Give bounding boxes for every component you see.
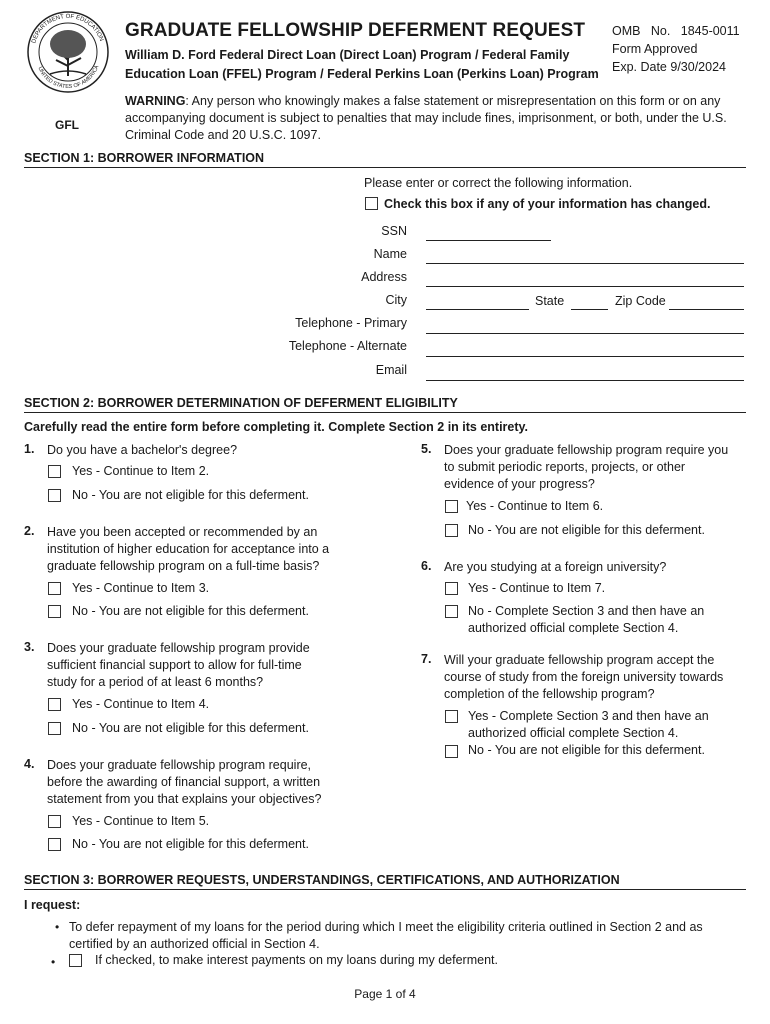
department-seal-icon — [26, 10, 110, 94]
warning-text: : Any person who knowingly makes a false statement or misrepresentation on this form or on any accompanying document is subject to penalties that may include fines, imprisonment, or both, under the U.S. Criminal Code and 20 U.S.C. 1097. — [125, 94, 727, 142]
city-field[interactable] — [426, 309, 529, 310]
zip-label: Zip Code — [615, 294, 666, 308]
q4-line-1: Does your graduate fellowship program require, — [47, 758, 312, 772]
q3-yes-label: Yes - Continue to Item 4. — [72, 697, 210, 711]
q6-number: 6. — [421, 559, 432, 573]
q7-yes-line-2: authorized official complete Section 4. — [468, 726, 679, 740]
state-field[interactable] — [571, 309, 608, 310]
q7-yes-checkbox[interactable] — [445, 710, 458, 723]
q6-no-line-2: authorized official complete Section 4. — [468, 621, 679, 635]
q5-line-2: to submit periodic reports, projects, or other — [444, 460, 686, 474]
q3-number: 3. — [24, 640, 35, 654]
q5-text — [444, 442, 728, 493]
q2-yes-label: Yes - Continue to Item 3. — [72, 581, 210, 595]
form-approved: Form Approved — [612, 42, 698, 56]
page-number: Page 1 of 4 — [354, 987, 416, 1001]
q1-number: 1. — [24, 442, 35, 456]
q3-text — [47, 640, 310, 691]
request-item-1-line-2: certified by an authorized official in Section 4. — [69, 937, 320, 951]
ssn-label: SSN — [381, 224, 407, 238]
bullet-2: • — [51, 955, 56, 969]
address-label: Address — [361, 270, 407, 284]
form-code: GFL — [55, 118, 79, 132]
q4-text — [47, 757, 321, 808]
q7-line-2: course of study from the foreign university towards — [444, 670, 724, 684]
q2-line-3: graduate fellowship program on a full-time basis? — [47, 559, 320, 573]
svg-text:UNITED STATES OF AMERICA: UNITED STATES OF AMERICA — [36, 64, 101, 91]
q5-number: 5. — [421, 442, 432, 456]
q4-no-label: No - You are not eligible for this deferment. — [72, 837, 309, 851]
q5-line-3: evidence of your progress? — [444, 477, 595, 491]
request-item-1-line-1: To defer repayment of my loans for the period during which I meet the eligibility criteria outlined in Section 2 and as — [69, 920, 703, 934]
email-label: Email — [375, 363, 407, 377]
warning-label: WARNING — [125, 94, 186, 108]
q1-no-checkbox[interactable] — [48, 489, 61, 502]
q3-no-checkbox[interactable] — [48, 722, 61, 735]
subtitle-line-2: Education Loan (FFEL) Program / Federal Perkins Loan (Perkins Loan) Program — [125, 67, 599, 81]
q3-no-label: No - You are not eligible for this deferment. — [72, 721, 309, 735]
subtitle-line-1: William D. Ford Federal Direct Loan (Direct Loan) Program / Federal Family — [125, 48, 570, 62]
q3-line-3: study for a period of at least 6 months? — [47, 675, 264, 689]
section-2-instruction: Carefully read the entire form before completing it. Complete Section 2 in its entirety. — [24, 420, 529, 434]
request-item-2: If checked, to make interest payments on my loans during my deferment. — [95, 953, 498, 967]
interest-payment-checkbox[interactable] — [69, 954, 82, 967]
q2-text — [47, 524, 329, 575]
q3-line-1: Does your graduate fellowship program provide — [47, 641, 310, 655]
tel-primary-field[interactable] — [426, 333, 744, 334]
q2-line-2: institution of higher education for acceptance into a — [47, 542, 330, 556]
q7-line-1: Will your graduate fellowship program accept the — [444, 653, 715, 667]
q1-no-label: No - You are not eligible for this deferment. — [72, 488, 309, 502]
email-field[interactable] — [426, 380, 744, 381]
warning-notice — [125, 93, 745, 144]
tel-alternate-label: Telephone - Alternate — [288, 339, 407, 353]
q2-yes-checkbox[interactable] — [48, 582, 61, 595]
q6-no-checkbox[interactable] — [445, 605, 458, 618]
info-changed-checkbox[interactable] — [365, 197, 378, 210]
q1-yes-label: Yes - Continue to Item 2. — [72, 464, 210, 478]
q7-line-3: completion of the fellowship program? — [444, 687, 655, 701]
omb-info — [612, 22, 740, 76]
program-subtitle — [125, 46, 615, 84]
q5-no-label: No - You are not eligible for this deferment. — [468, 523, 705, 537]
q4-number: 4. — [24, 757, 35, 771]
q2-no-label: No - You are not eligible for this deferment. — [72, 604, 309, 618]
name-field[interactable] — [426, 263, 744, 264]
tel-primary-label: Telephone - Primary — [295, 316, 407, 330]
q6-yes-label: Yes - Continue to Item 7. — [468, 581, 606, 595]
svg-text:DEPARTMENT OF EDUCATION: DEPARTMENT OF EDUCATION — [31, 13, 105, 45]
request-item-1 — [69, 919, 749, 953]
address-field[interactable] — [426, 286, 744, 287]
q5-no-checkbox[interactable] — [445, 524, 458, 537]
q3-line-2: sufficient financial support to allow for full-time — [47, 658, 302, 672]
q5-yes-checkbox[interactable] — [445, 500, 458, 513]
city-label: City — [385, 293, 407, 307]
q4-no-checkbox[interactable] — [48, 838, 61, 851]
q1-text: Do you have a bachelor's degree? — [47, 443, 238, 457]
q5-yes-label: Yes - Continue to Item 6. — [466, 499, 604, 513]
omb-number: OMB No. 1845-0011 — [612, 24, 740, 38]
expiration-date: Exp. Date 9/30/2024 — [612, 60, 726, 74]
q2-number: 2. — [24, 524, 35, 538]
q6-yes-checkbox[interactable] — [445, 582, 458, 595]
tel-alternate-field[interactable] — [426, 356, 744, 357]
section-1-heading: SECTION 1: BORROWER INFORMATION — [24, 151, 746, 168]
bullet-1: • — [55, 920, 60, 934]
q4-yes-checkbox[interactable] — [48, 815, 61, 828]
q4-yes-label: Yes - Continue to Item 5. — [72, 814, 210, 828]
q2-no-checkbox[interactable] — [48, 605, 61, 618]
zip-field[interactable] — [669, 309, 744, 310]
section-3-heading: SECTION 3: BORROWER REQUESTS, UNDERSTANDINGS, CERTIFICATIONS, AND AUTHORIZATION — [24, 873, 746, 890]
state-label: State — [535, 294, 565, 308]
name-label: Name — [373, 247, 407, 261]
page-title: GRADUATE FELLOWSHIP DEFERMENT REQUEST — [125, 20, 586, 41]
q7-yes-label — [468, 708, 709, 742]
q1-yes-checkbox[interactable] — [48, 465, 61, 478]
q6-no-label — [468, 603, 704, 637]
q5-line-1: Does your graduate fellowship program require you — [444, 443, 729, 457]
q7-yes-line-1: Yes - Complete Section 3 and then have an — [468, 709, 709, 723]
q7-number: 7. — [421, 652, 432, 666]
q3-yes-checkbox[interactable] — [48, 698, 61, 711]
ssn-field[interactable] — [426, 240, 551, 241]
q6-no-line-1: No - Complete Section 3 and then have an — [468, 604, 705, 618]
section-2-heading: SECTION 2: BORROWER DETERMINATION OF DEFERMENT ELIGIBILITY — [24, 396, 746, 413]
info-changed-label: Check this box if any of your information has changed. — [384, 197, 711, 211]
q4-line-2: before the awarding of financial support, a written — [47, 775, 321, 789]
q7-no-checkbox[interactable] — [445, 745, 458, 758]
i-request-label: I request: — [24, 898, 81, 912]
q6-text: Are you studying at a foreign university? — [444, 560, 667, 574]
q2-line-1: Have you been accepted or recommended by an — [47, 525, 318, 539]
q4-line-3: statement from you that explains your objectives? — [47, 792, 322, 806]
q7-text — [444, 652, 723, 703]
q7-no-label: No - You are not eligible for this deferment. — [468, 743, 705, 757]
section-1-instruction: Please enter or correct the following information. — [364, 176, 633, 190]
